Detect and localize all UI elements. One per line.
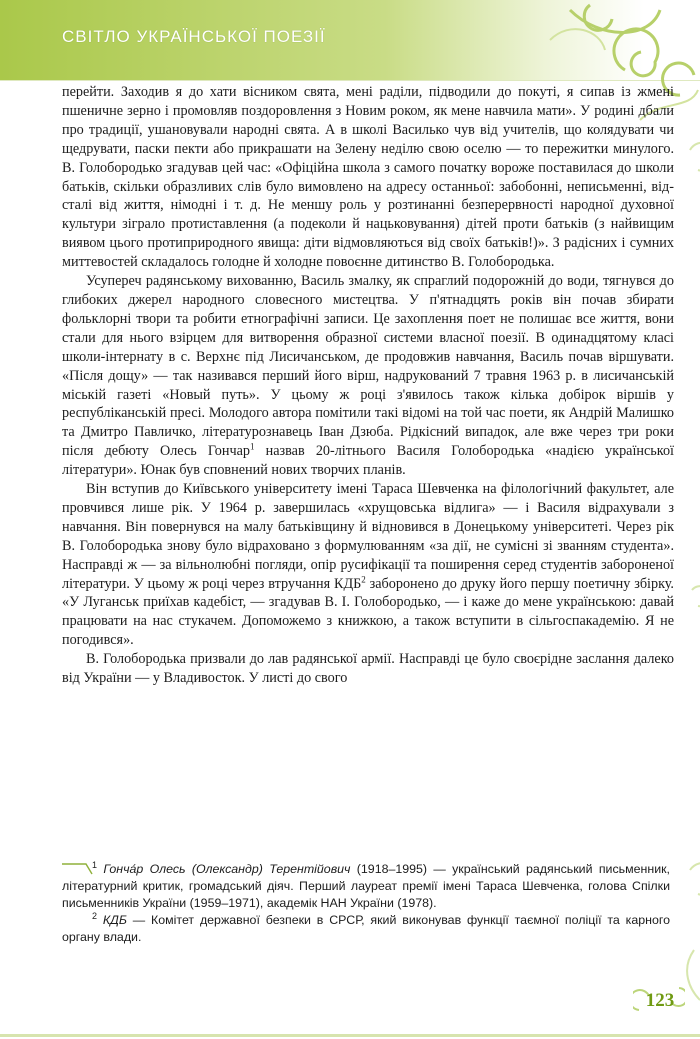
main-text bbox=[62, 83, 674, 688]
page-number: 123 bbox=[645, 990, 675, 1011]
running-header-title: СВІТЛО УКРАЇНСЬКОЇ ПОЕЗІЇ bbox=[62, 27, 326, 46]
footnote-ref[interactable]: 1 bbox=[250, 441, 255, 452]
paragraph: перейти. Заходив я до хати вісником свята, мені раділи, підводили до покуті, я сипав із жмені пшеничне зерно і промовляв поздоровлення з Новим роком, як мене навчила мати». У родині дбали про традиції, ушановували народні свята. А в школі Василько чув від учителів, що колядувати чи щедрувати, паски пекти або прикрашати на Зелену неділю свою оселю — то пережитки минулого. В. Голобородько згадував цей час: «Офіційна школа з самого початку вороже поставилася до школи батьків, скільки образливих слів було вимовлено на адресу останньої: забобонні, неписьменні, відсталі від життя, німодні і т. д. Не меншу роль у розтинанні безперервності народної духовної культури зіграло протиставлення (а подеколи й нацьковування) дітей проти батьків (з найвищим виявом цього протиприродного явища: діти відмовляються від своїх батьків!)». З радісних і сумних миттевостей складалось голодне й холодне повоєнне дитинство В. Голобородька. bbox=[62, 84, 674, 271]
footnote-1: $^1$ Гонча́р Олесь (Олександр) Терентійович (1918–1995) — український радянський письменник, літературний критик, громадський діяч. Перший лауреат премії імені Тараса Шевченка, голова Спілки письменників України (1959–1971), академік НАН України (1978). bbox=[62, 859, 670, 910]
footnote-ref[interactable]: 2 bbox=[361, 573, 366, 584]
footnotes bbox=[62, 861, 670, 947]
paragraph: В. Голобородька призвали до лав радянської армії. Насправді це було своєрідне заслання далеко від України — у Владивосток. У листі до свого bbox=[62, 651, 674, 687]
footnote-2: $^2$ КДБ — Комітет державної безпеки в СРСР, який виконував функції таємної поліції та карного органу влади. bbox=[62, 911, 670, 945]
paragraph: Усупереч радянському вихованню, Василь змалку, як спраглий подорожній до води, тягнувся до глибоких джерел народного словесного мистецтва. У п'ятнадцять років він почав збирати фольклорні твори та робити етнографічні записи. Це захоплення поет не полишає все життя, вони стали для нього взірцем для витворення образної системи власної поезії. В одинадцятому класі школи-інтернату в с. Верхнє під Лисичанськом, де продовжив навчання, Василь почав віршувати. «Після дощу» — так називався перший його вірш, надрукований 7 травня 1963 р. в лисичанській міській газеті «Новый путь». У цьому ж році з'явилось також кілька добірок віршів у республіканській пресі. Молодого автора помітили такі відомі на той час поети, як Андрій Малишко та Дмитро Павличко, літературознавець Іван Дзюба. Рідкісний випадок, але вже через три роки після дебюту Олесь Гончар$^1$ назвав 20-літнього Василя Голобородька «надією української літератури». Юнак був сповнений нових творчих планів. bbox=[62, 273, 674, 479]
bottom-rule bbox=[0, 1034, 700, 1037]
paragraph: Він вступив до Київського університету імені Тараса Шевченка на філологічний факультет, але провчився лише рік. У 1964 р. завершилась «хрущовська відлига» — і Василя відрахували з навчання. Він повернувся на малу батьківщину й відновився в Донецькому університеті. Через рік В. Голобородька знову було відраховано з формулюванням «за дії, не сумісні зі званням студента». Насправді ж — за вільнолюбні погляди, опір русифікації та поширення серед студентів забороненої літератури. У цьому ж році через втручання КДБ$^2$ заборонено до друку його першу поетичну збірку. «У Луганськ приїхав кадебіст, — згадував В. І. Голобородько, — і каже до мене українською: давай працювати на нас стукачем. Допоможемо з книжкою, а також вступити в сільгоспакадемію. Я не погодився». bbox=[62, 481, 674, 649]
